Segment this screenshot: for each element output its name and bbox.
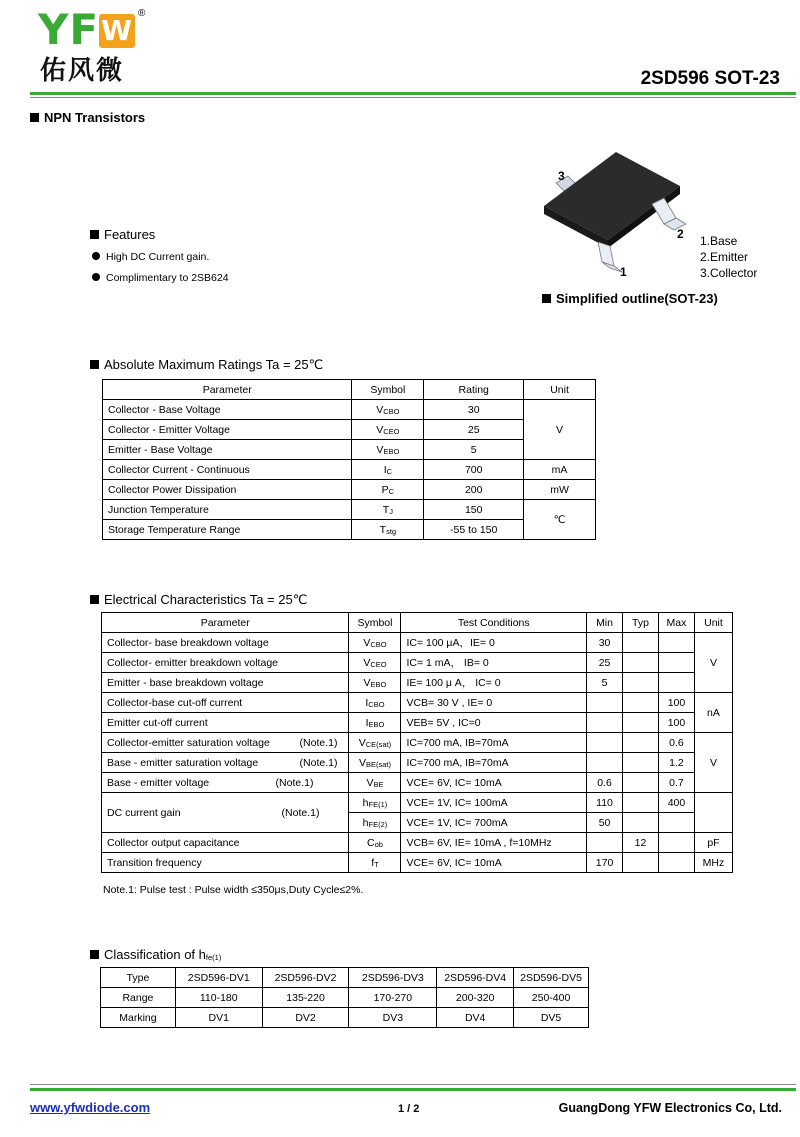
table-cell: IC= 100 μA，IE= 0 (401, 633, 587, 653)
table-cell: nA (694, 693, 732, 733)
symbol-subscript: ob (374, 839, 383, 849)
category-heading: NPN Transistors (30, 110, 145, 125)
table-cell: 5 (587, 673, 623, 693)
pulse-test-note: Note.1: Pulse test : Pulse width ≤350μs,Duty Cycle≤2%. (103, 884, 364, 896)
table-cell (658, 673, 694, 693)
abs-max-heading: Absolute Maximum Ratings Ta = 25℃ (90, 357, 323, 373)
symbol-subscript: CBO (368, 699, 385, 709)
table-cell (623, 773, 659, 793)
table-cell: 2SD596-DV5 (514, 968, 589, 988)
table-cell: Collector-emitter saturation voltage (Note.1) (102, 733, 349, 753)
table-cell: $V_{CBO}$ (352, 400, 424, 420)
col-header: Test Conditions (401, 613, 587, 633)
header-rule-thin (30, 97, 796, 98)
table-cell (623, 653, 659, 673)
table-cell (587, 713, 623, 733)
table-cell: IC=700 mA, IB=70mA (401, 753, 587, 773)
table-cell: $C_{ob}$ (349, 833, 401, 853)
table-cell: mA (524, 460, 596, 480)
table-cell: 100 (658, 693, 694, 713)
table-cell: 2SD596-DV4 (437, 968, 514, 988)
table-cell: Collector Current - Continuous (103, 460, 352, 480)
table-cell: 25 (587, 653, 623, 673)
features-heading: Features (90, 227, 155, 242)
col-header: Typ (623, 613, 659, 633)
symbol-subscript: J (389, 506, 393, 516)
table-row (102, 693, 733, 713)
table-header-row (103, 380, 596, 400)
table-row (103, 400, 596, 420)
page-number: 1 / 2 (398, 1103, 420, 1115)
table-cell: MHz (694, 853, 732, 873)
table-cell: $f_T$ (349, 853, 401, 873)
footer-rule (30, 1088, 796, 1091)
table-cell: $T_J$ (352, 500, 424, 520)
table-cell: $I_{CBO}$ (349, 693, 401, 713)
table-row (103, 500, 596, 520)
table-cell (623, 853, 659, 873)
table-cell (658, 833, 694, 853)
table-cell: 170 (587, 853, 623, 873)
symbol-subscript: stg (386, 526, 397, 536)
table-cell: V (524, 400, 596, 460)
symbol-subscript: EBO (370, 679, 387, 689)
table-cell: $I_C$ (352, 460, 424, 480)
table-cell (623, 633, 659, 653)
table-cell: VCE= 6V, IC= 10mA (401, 773, 587, 793)
table-cell (623, 673, 659, 693)
table-cell: $V_{BE(sat)}$ (349, 753, 401, 773)
table-cell: VCB= 6V, IE= 10mA , f=10MHz (401, 833, 587, 853)
symbol-subscript: CE(sat) (365, 739, 392, 749)
table-cell (658, 653, 694, 673)
pin-collector: 3.Collector (700, 266, 758, 280)
bullet-icon (92, 273, 100, 281)
table-cell: DV2 (262, 1008, 349, 1028)
col-header: Symbol (349, 613, 401, 633)
col-header: Parameter (102, 613, 349, 633)
table-cell (623, 693, 659, 713)
table-cell: Range (101, 988, 176, 1008)
table-cell (658, 813, 694, 833)
table-cell: 30 (587, 633, 623, 653)
table-cell: 50 (587, 813, 623, 833)
table-cell: $V_{BE}$ (349, 773, 401, 793)
table-row (102, 733, 733, 753)
company-logo (38, 5, 158, 88)
table-cell (623, 793, 659, 813)
table-cell: Type (101, 968, 176, 988)
pin-emitter: 2.Emitter (700, 250, 749, 264)
table-row (102, 713, 733, 733)
table-cell: IC=700 mA, IB=70mA (401, 733, 587, 753)
symbol-subscript: CEO (383, 426, 400, 436)
table-header-row (102, 613, 733, 633)
table-cell: $V_{EBO}$ (352, 440, 424, 460)
table-cell: 700 (424, 460, 524, 480)
feature-item: High DC Current gain. (92, 251, 209, 263)
symbol-subscript: CEO (370, 659, 387, 669)
table-row (102, 793, 733, 813)
table-cell: Marking (101, 1008, 176, 1028)
table-cell (587, 733, 623, 753)
col-header: Rating (424, 380, 524, 400)
table-cell (587, 833, 623, 853)
table-cell: IE= 100 μ A， IC= 0 (401, 673, 587, 693)
table-cell: DC current gain (Note.1) (102, 793, 349, 833)
pin-list (700, 233, 757, 281)
symbol-subscript: EBO (383, 446, 400, 456)
part-title: 2SD596 SOT-23 (640, 68, 780, 89)
elec-table (101, 612, 733, 873)
table-cell: mW (524, 480, 596, 500)
table-cell (623, 713, 659, 733)
table-cell: 200-320 (437, 988, 514, 1008)
logo-mark: YFW (38, 8, 135, 52)
table-cell: IC= 1 mA， IB= 0 (401, 653, 587, 673)
table-cell: Collector- base breakdown voltage (102, 633, 349, 653)
symbol-subscript: BE (373, 779, 384, 789)
table-cell: $P_C$ (352, 480, 424, 500)
table-row (103, 440, 596, 460)
table-cell: 30 (424, 400, 524, 420)
table-row (102, 673, 733, 693)
table-cell: Collector - Emitter Voltage (103, 420, 352, 440)
col-header: Unit (694, 613, 732, 633)
registered-mark: ® (138, 8, 146, 19)
table-cell: Base - emitter saturation voltage (Note.1) (102, 753, 349, 773)
table-cell: 400 (658, 793, 694, 813)
table-cell: ℃ (524, 500, 596, 540)
table-cell: 110-180 (175, 988, 262, 1008)
pin3-label: 3 (558, 169, 565, 183)
table-cell: 0.6 (587, 773, 623, 793)
pin2-label: 2 (677, 227, 684, 241)
table-cell: DV1 (175, 1008, 262, 1028)
table-row (102, 853, 733, 873)
table-cell: VCE= 1V, IC= 100mA (401, 793, 587, 813)
table-cell: 170-270 (349, 988, 437, 1008)
table-cell: $V_{EBO}$ (349, 673, 401, 693)
table-cell: V (694, 633, 732, 693)
table-cell: Collector- emitter breakdown voltage (102, 653, 349, 673)
table-cell: VCB= 30 V , IE= 0 (401, 693, 587, 713)
table-cell: $T_{stg}$ (352, 520, 424, 540)
header-rule (30, 92, 796, 95)
table-cell (623, 733, 659, 753)
footer-rule-thin (30, 1084, 796, 1085)
symbol-subscript: FE(1) (368, 799, 388, 809)
bullet-icon (92, 252, 100, 260)
symbol-subscript: BE(sat) (365, 759, 391, 769)
table-row (102, 633, 733, 653)
table-cell: $V_{CBO}$ (349, 633, 401, 653)
symbol-subscript: fe(1) (205, 953, 222, 962)
col-header: Unit (524, 380, 596, 400)
table-cell (587, 693, 623, 713)
table-cell (623, 753, 659, 773)
table-cell: pF (694, 833, 732, 853)
table-row (102, 773, 733, 793)
table-cell: 0.7 (658, 773, 694, 793)
table-cell: 250-400 (514, 988, 589, 1008)
symbol-subscript: C (386, 466, 393, 476)
table-cell: 135-220 (262, 988, 349, 1008)
table-cell: Transition frequency (102, 853, 349, 873)
table-row (103, 520, 596, 540)
table-cell (623, 813, 659, 833)
table-cell: $I_{EBO}$ (349, 713, 401, 733)
table-cell: $V_{CE(sat)}$ (349, 733, 401, 753)
table-cell: Collector-base cut-off current (102, 693, 349, 713)
table-row (103, 460, 596, 480)
table-row (102, 833, 733, 853)
col-header: Min (587, 613, 623, 633)
table-cell: 100 (658, 713, 694, 733)
table-cell: Emitter cut-off current (102, 713, 349, 733)
symbol-subscript: C (388, 486, 395, 496)
table-cell: 2SD596-DV2 (262, 968, 349, 988)
table-cell: VEB= 5V , IC=0 (401, 713, 587, 733)
table-cell: $V_{CEO}$ (349, 653, 401, 673)
table-cell (587, 753, 623, 773)
abs-max-table (102, 379, 596, 540)
table-cell: Emitter - base breakdown voltage (102, 673, 349, 693)
symbol-subscript: FE(2) (368, 819, 388, 829)
symbol-subscript: T (374, 859, 379, 869)
table-cell: Collector output capacitance (102, 833, 349, 853)
classification-heading: Classification of $h_{fe(1)}$ (90, 947, 221, 962)
table-row (101, 968, 589, 988)
feature-item: Complimentary to 2SB624 (92, 272, 229, 284)
elec-heading: Electrical Characteristics Ta = 25℃ (90, 592, 307, 608)
table-row (103, 420, 596, 440)
table-cell: 25 (424, 420, 524, 440)
table-cell: DV5 (514, 1008, 589, 1028)
col-header: Symbol (352, 380, 424, 400)
table-cell: -55 to 150 (424, 520, 524, 540)
table-cell: 5 (424, 440, 524, 460)
table-cell: Collector Power Dissipation (103, 480, 352, 500)
table-cell: Emitter - Base Voltage (103, 440, 352, 460)
table-cell: VCE= 1V, IC= 700mA (401, 813, 587, 833)
table-row (101, 1008, 589, 1028)
table-row (102, 653, 733, 673)
company-name: GuangDong YFW Electronics Co, Ltd. (558, 1101, 782, 1115)
symbol-subscript: CBO (370, 639, 387, 649)
table-cell: $V_{CEO}$ (352, 420, 424, 440)
table-cell: Base - emitter voltage (Note.1) (102, 773, 349, 793)
symbol-subscript: EBO (368, 719, 385, 729)
table-cell: $h_{FE(1)}$ (349, 793, 401, 813)
pin1-label: 1 (620, 265, 627, 278)
sot23-package-icon (540, 148, 700, 278)
col-header: Parameter (103, 380, 352, 400)
outline-caption: Simplified outline(SOT-23) (542, 291, 718, 306)
table-cell: 2SD596-DV3 (349, 968, 437, 988)
table-cell: Collector - Base Voltage (103, 400, 352, 420)
table-cell: Junction Temperature (103, 500, 352, 520)
table-cell: VCE= 6V, IC= 10mA (401, 853, 587, 873)
table-cell: 0.6 (658, 733, 694, 753)
table-cell: Storage Temperature Range (103, 520, 352, 540)
website-link[interactable]: www.yfwdiode.com (30, 1100, 151, 1115)
col-header: Max (658, 613, 694, 633)
table-row (101, 988, 589, 1008)
symbol-subscript: CBO (383, 406, 400, 416)
table-cell: 2SD596-DV1 (175, 968, 262, 988)
table-cell: V (694, 733, 732, 793)
table-cell (658, 633, 694, 653)
table-cell: 200 (424, 480, 524, 500)
table-cell (658, 853, 694, 873)
classification-table (100, 967, 589, 1028)
table-cell: 12 (623, 833, 659, 853)
table-cell: DV3 (349, 1008, 437, 1028)
table-cell: DV4 (437, 1008, 514, 1028)
table-cell: 1.2 (658, 753, 694, 773)
table-cell: 110 (587, 793, 623, 813)
pin-base: 1.Base (700, 234, 738, 248)
table-cell: $h_{FE(2)}$ (349, 813, 401, 833)
table-row (102, 753, 733, 773)
table-row (103, 480, 596, 500)
logo-chinese-name: 佑风微 (40, 56, 125, 86)
table-cell: 150 (424, 500, 524, 520)
table-cell (694, 793, 732, 833)
